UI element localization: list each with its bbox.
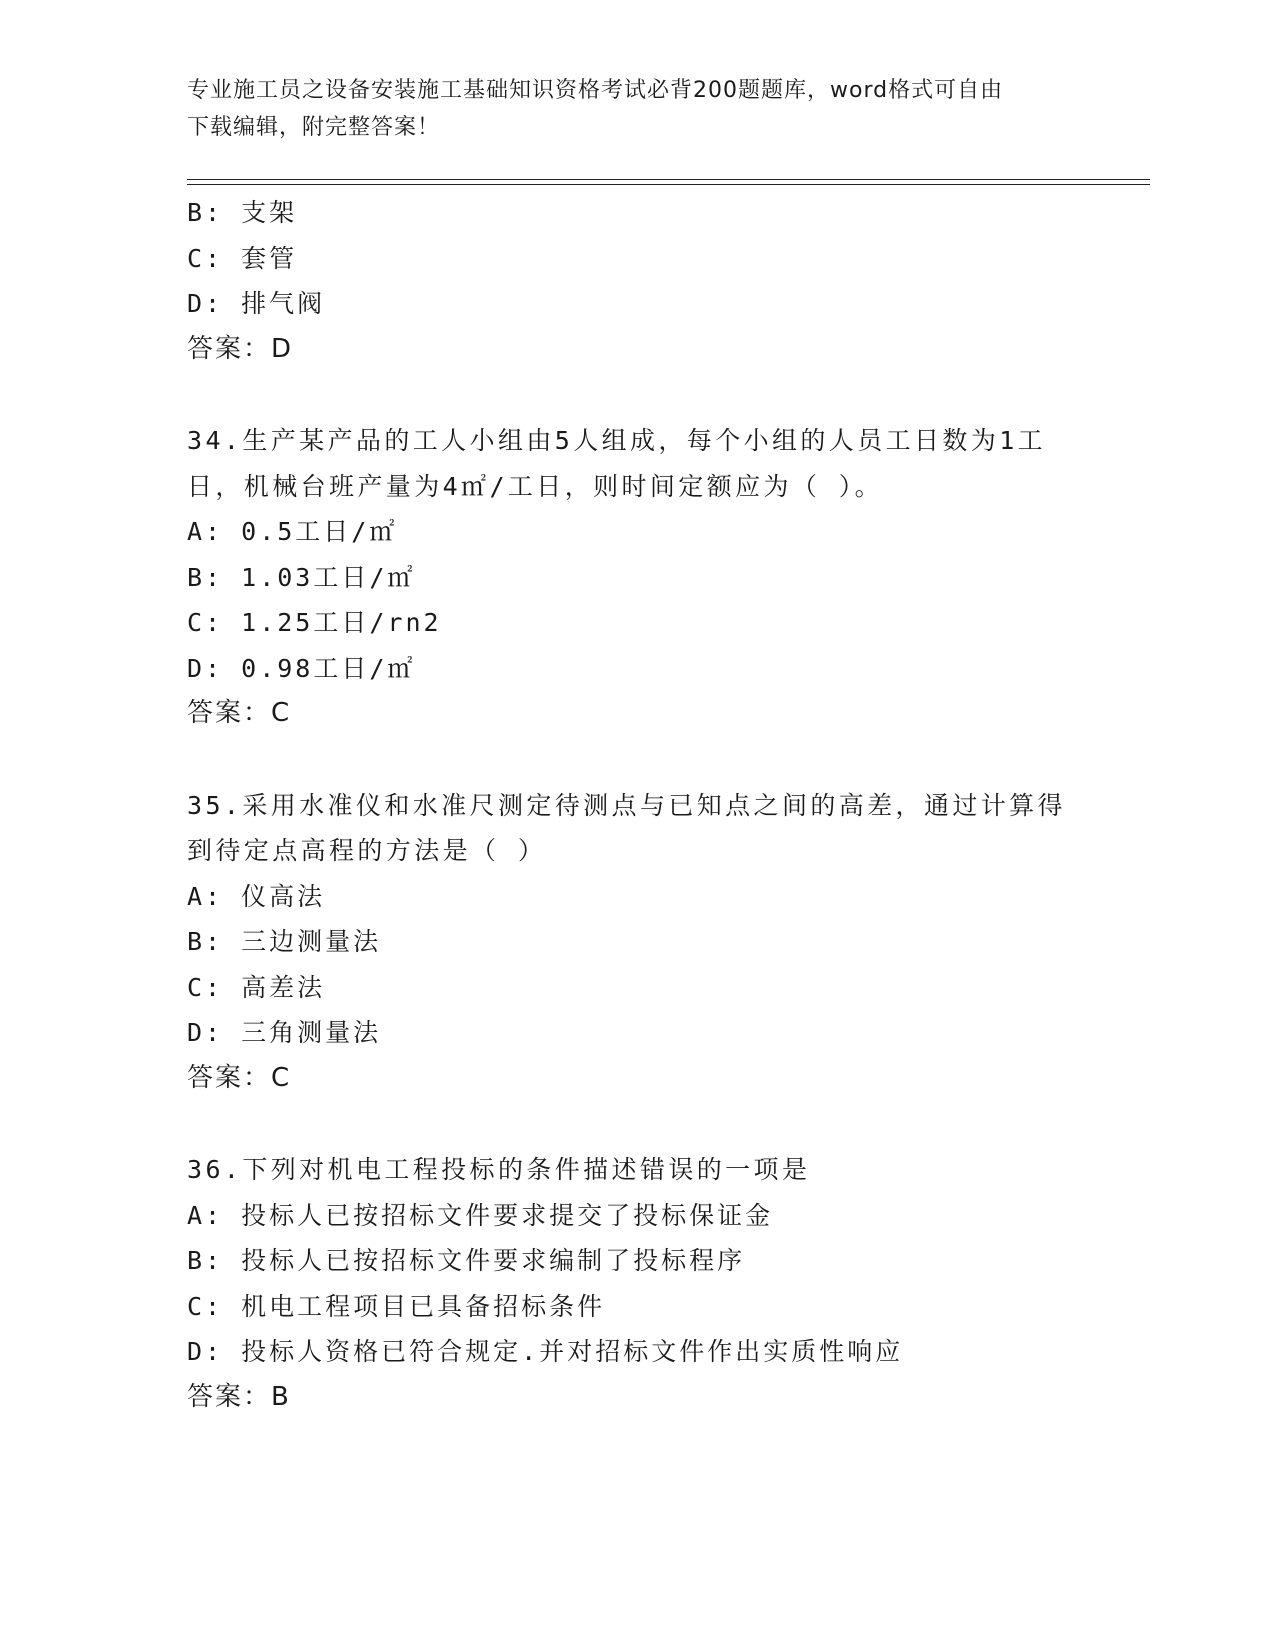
header-divider-top: [187, 179, 1150, 180]
option-c: C: 套管: [187, 243, 298, 273]
header-line-1: 专业施工员之设备安装施工基础知识资格考试必背200题题库，word格式可自由: [187, 78, 1004, 103]
option-a: A: 投标人已按招标文件要求提交了投标保证金: [187, 1200, 774, 1230]
option-a: A: 仪高法: [187, 881, 326, 911]
question-list: [187, 190, 1087, 1420]
option-c: C: 高差法: [187, 972, 326, 1002]
question-text: [187, 783, 1087, 874]
question-text-line: 35.采用水准仪和水准尺测定待测点与已知点之间的高差，通过计算得: [187, 790, 1066, 820]
answer-line: 答案：B: [187, 1381, 291, 1412]
answer-line: 答案：D: [187, 333, 294, 364]
header-divider-bottom: [187, 184, 1150, 185]
question-block-35: [187, 783, 1087, 1102]
answer-line: 答案：C: [187, 698, 292, 728]
option-b: B: 三边测量法: [187, 927, 382, 956]
option-b: B: 投标人已按招标文件要求编制了投标程序: [187, 1246, 746, 1275]
option-d: D: 三角测量法: [187, 1018, 382, 1047]
question-text-line: 到待定点高程的方法是（ ）: [187, 836, 547, 865]
header-line-2: 下载编辑，附完整答案！: [187, 115, 441, 140]
option-a: A: 0.5工日/㎡: [187, 517, 398, 546]
option-d: D: 排气阀: [187, 289, 326, 318]
option-d: D: 0.98工日/㎡: [187, 653, 416, 683]
answer-line: 答案：C: [187, 1062, 292, 1093]
question-text-line: 34.生产某产品的工人小组由5人组成，每个小组的人员工日数为1工: [187, 426, 1047, 455]
option-b: B: 1.03工日/㎡: [187, 562, 416, 592]
question-text-line: 日，机械台班产量为4㎡/工日，则时间定额应为（ ）。: [187, 471, 884, 501]
document-header: [187, 72, 1067, 146]
question-text-line: 36.下列对机电工程投标的条件描述错误的一项是: [187, 1155, 811, 1184]
question-block-34: [187, 418, 1087, 737]
question-block-33: [187, 190, 1087, 372]
option-b: B: 支架: [187, 198, 298, 227]
option-c: C: 1.25工日/rn2: [187, 608, 442, 637]
question-text: [187, 1147, 1087, 1193]
question-block-36: [187, 1147, 1087, 1420]
question-text: [187, 418, 1087, 509]
option-d: D: 投标人资格已符合规定.并对招标文件作出实质性响应: [187, 1337, 904, 1366]
option-c: C: 机电工程项目已具备招标条件: [187, 1291, 606, 1321]
